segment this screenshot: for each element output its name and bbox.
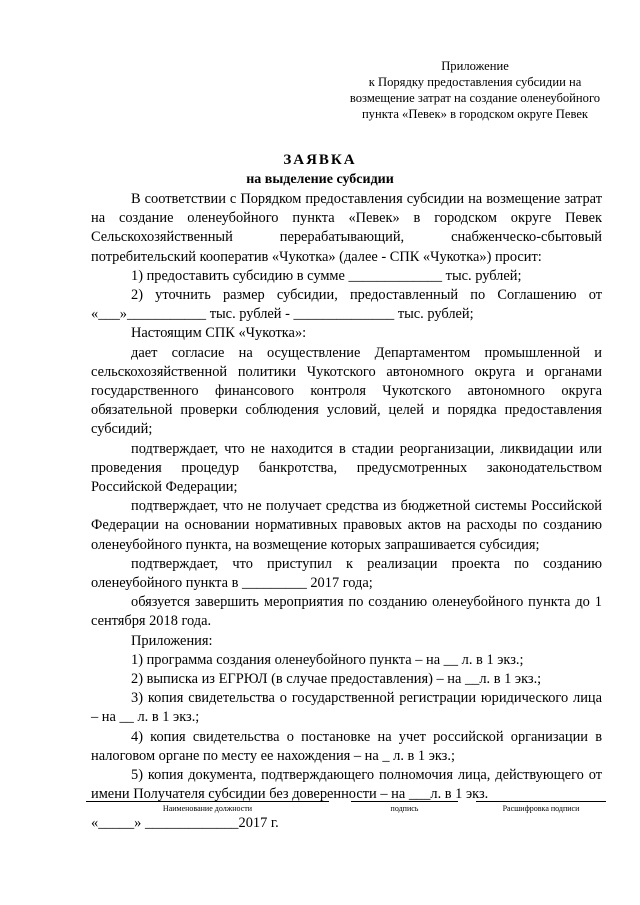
paragraph-consent: дает согласие на осуществление Департаментом промышленной и сельскохозяйственной политики Чукотского автономного округа и органами государственного финансового контроля Чукотского автономного округа обязательной проверки соблюдения условий, целей и порядка предоставления субсидий; <box>91 344 602 438</box>
signature-line <box>351 801 458 820</box>
paragraph-request-2: 2) уточнить размер субсидии, предоставленный по Соглашению от «___»___________ тыс. рублей - ______________ тыс. рублей; <box>91 287 602 323</box>
decoding-label: Расшифровка подписи <box>502 804 580 813</box>
appendix-line: возмещение затрат на создание оленеубойного <box>349 91 601 105</box>
attachment-item: 3) копия свидетельства о государственной регистрации юридического лица – на __ л. в 1 экз.; <box>91 690 602 726</box>
document-title: ЗАЯВКА <box>283 152 357 168</box>
paragraph-no-budget-funds: подтверждает, что не получает средства из бюджетной системы Российской Федерации на основании нормативных правовых актов на расходы по созданию оленеубойного пункта, на возмещение которых запрашивается субсидия; <box>91 498 602 553</box>
paragraph-project-start: подтверждает, что приступил к реализации проекта по созданию оленеубойного пункта в _________ 2017 года; <box>91 555 602 592</box>
attachment-item: 2) выписка из ЕГРЮЛ (в случае предоставления) – на __л. в 1 экз.; <box>131 671 542 688</box>
document-body <box>91 190 602 805</box>
decoding-signature-line <box>476 801 606 820</box>
attachment-item: 4) копия свидетельства о постановке на учет российской организации в налоговом органе по месту ее нахождения – на _ л. в 1 экз.; <box>91 728 602 764</box>
signature-label: подпись <box>390 804 419 813</box>
attachment-item: 1) программа создания оленеубойного пункта – на __ л. в 1 экз.; <box>131 651 524 668</box>
paragraph-intro: В соответствии с Порядком предоставления субсидии на возмещение затрат на создание оленеубойного пункта «Певек» в городском округе Певек Сельскохозяйственный перерабатывающий, снабженческо-сбытовый потребительский кооператив «Чукотка» (далее - СПК «Чукотка») просит: <box>91 191 602 265</box>
appendix-line: к Порядку предоставления субсидии на <box>368 75 582 89</box>
paragraph-no-reorganization: подтверждает, что не находится в стадии реорганизации, ликвидации или проведения процедур банкротства, предусмотренных законодательством Российской Федерации; <box>91 440 602 496</box>
paragraph-request-1: 1) предоставить субсидию в сумме _____________ тыс. рублей; <box>131 267 522 284</box>
appendix-header <box>330 58 620 122</box>
attachment-item: 5) копия документа, подтверждающего полномочия лица, действующего от имени Получателя субсидии без доверенности – на ___л. в 1 экз. <box>91 767 602 803</box>
paragraph-completion-obligation: обязуется завершить мероприятия по созданию оленеубойного пункта до 1 сентября 2018 года. <box>91 594 602 630</box>
document-subtitle: на выделение субсидии <box>246 172 394 187</box>
attachments-heading: Приложения: <box>131 632 213 649</box>
appendix-line: Приложение <box>441 59 509 73</box>
paragraph-declaration-heading: Настоящим СПК «Чукотка»: <box>131 325 307 342</box>
date-line: «_____» _____________2017 г. <box>91 815 279 831</box>
position-label: Наименование должности <box>162 804 253 813</box>
appendix-line: пункта «Певек» в городском округе Певек <box>361 107 589 121</box>
